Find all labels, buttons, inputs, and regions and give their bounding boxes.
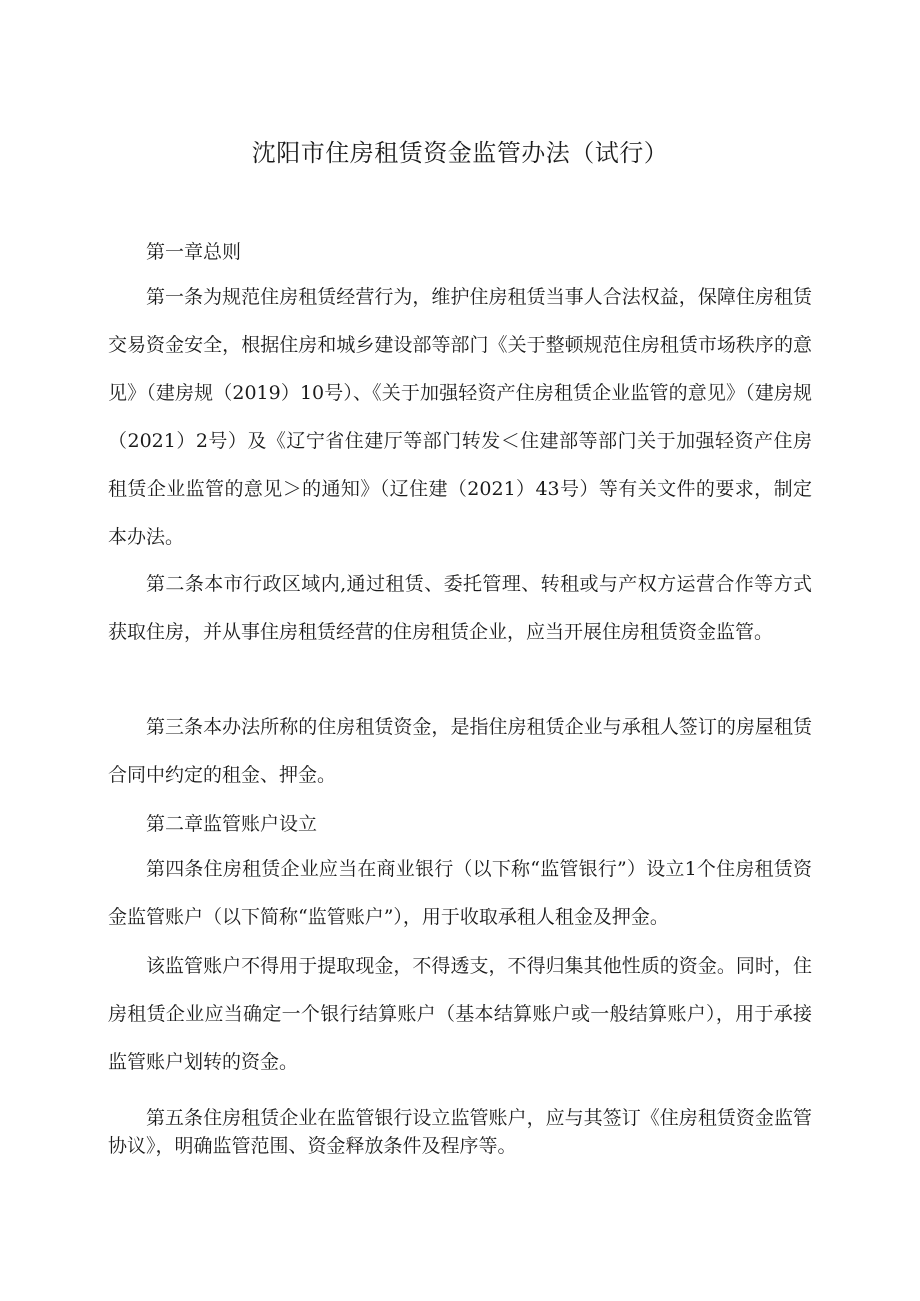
article-2-paragraph: 第二条本市行政区域内,通过租赁、委托管理、转租或与产权方运营合作等方式获取住房，并从事住房租赁经营的住房租赁企业，应当开展住房租赁资金监管。: [108, 573, 812, 643]
document-title: 沈阳市住房租赁资金监管办法（试行）: [251, 139, 669, 167]
article-5-paragraph: 第五条住房租赁企业在监管银行设立监管账户，应与其签订《住房租赁资金监管协议》，明确监管范围、资金释放条件及程序等。: [108, 1107, 812, 1157]
article-4-paragraph: 第四条住房租赁企业应当在商业银行（以下称“监管银行”）设立1个住房租赁资金监管账户（以下简称“监管账户”），用于收取承租人租金及押金。: [108, 858, 812, 928]
article-4-continuation-paragraph: 该监管账户不得用于提取现金，不得透支，不得归集其他性质的资金。同时，住房租赁企业应当确定一个银行结算账户（基本结算账户或一般结算账户），用于承接监管账户划转的资金。: [108, 955, 812, 1073]
article-1-paragraph: 第一条为规范住房租赁经营行为，维护住房租赁当事人合法权益，保障住房租赁交易资金安全，根据住房和城乡建设部等部门《关于整顿规范住房租赁市场秩序的意见》（建房规（2019）10号）、《关于加强轻资产住房租赁企业监管的意见》（建房规（2021）2号）及《辽宁省住建厅等部门转发＜住建部等部门关于加强轻资产住房租赁企业监管的意见＞的通知》（辽住建（2021）43号）等有关文件的要求，制定本办法。: [108, 286, 812, 548]
chapter-2-heading: 第二章监管账户设立: [146, 813, 318, 835]
article-3-paragraph: 第三条本办法所称的住房租赁资金，是指住房租赁企业与承租人签订的房屋租赁合同中约定的租金、押金。: [108, 716, 812, 786]
chapter-1-heading: 第一章总则: [146, 241, 242, 263]
